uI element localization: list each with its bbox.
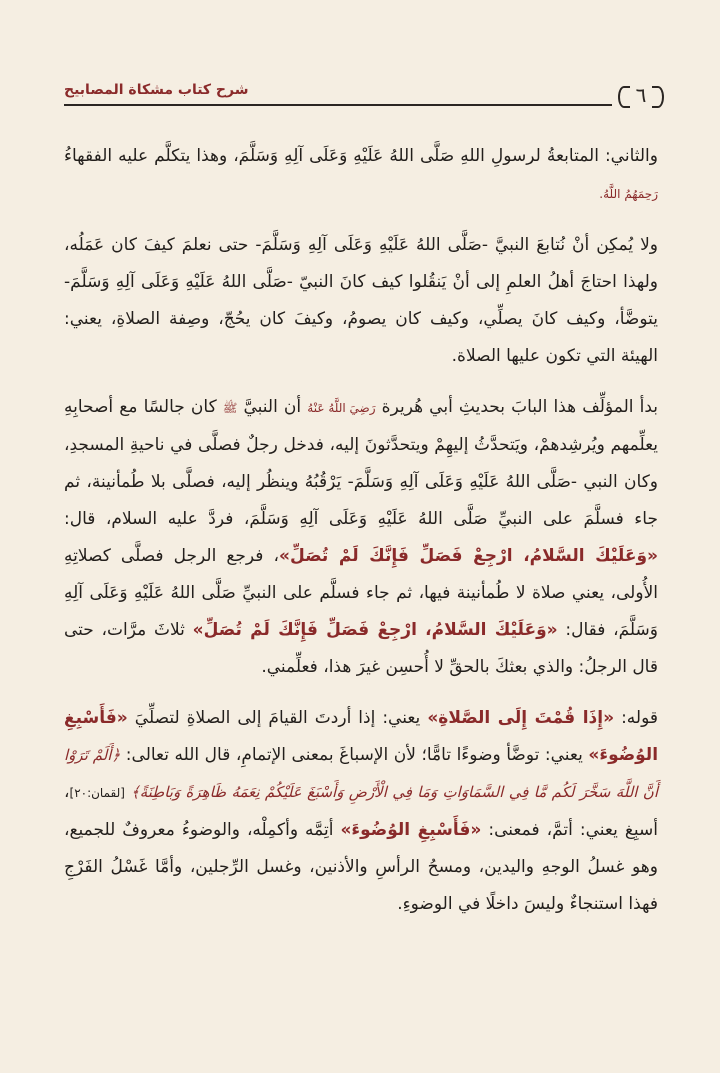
paragraph-4 (64, 700, 658, 923)
book-title: شرح كتاب مشكاة المصابيح (64, 82, 249, 98)
page-body (64, 138, 658, 923)
page-number: ٦ (624, 80, 658, 110)
p3-text-5: ثلاثَ مرَّات، حتى قال الرجلُ: والذي بعثكَ بالحقِّ لا أُحسِن غيرَ هذا، فعلِّمني. (64, 620, 658, 677)
quran-verse: ﴿أَلَمْ تَرَوْا أَنَّ اللَّهَ سَخَّرَ لَكُم مَّا فِي السَّمَاوَاتِ وَمَا فِي الْأَرْضِ وَأَسْبَغَ عَلَيْكُمْ نِعَمَهُ ظَاهِرَةً وَبَاطِنَةً﴾ (64, 746, 658, 801)
p3-text-1: بدأ المؤلِّف هذا البابَ بحديثِ أبي هُريرة (381, 397, 659, 417)
prayer-formula: ﷺ (222, 401, 238, 415)
hadith-quote: «إِذَا قُمْتَ إِلَى الصَّلاةِ» (427, 708, 615, 728)
p4-text-1: قوله: (621, 708, 659, 728)
p4-text-5: أتِمَّه وأكمِلْه، والوضوءُ معروفٌ للجميع، وهو غسلُ الوجهِ واليدين، ومسحُ الرأسِ والأذنين، وغسل الرِّجلين، وأمَّا غَسْلُ الفَرْجِ فهذا استنجاءٌ وليسَ داخلًا في الوضوءِ. (64, 820, 658, 914)
p4-text-3: يعني: توضَّأ وضوءًا تامًّا؛ لأن الإسباغَ بمعنى الإتمامِ، قال الله تعالى: (125, 745, 583, 765)
hadith-quote: «فَأَسْبِغِ الوُضُوءَ» (64, 708, 659, 765)
header-rule (64, 104, 612, 106)
paragraph-1 (64, 138, 658, 213)
p4-text-4: ، أسبِغ يعني: أتمَّ، فمعنى: (64, 782, 658, 840)
prayer-formula: رَضِيَ اللَّهُ عَنْهُ (307, 401, 376, 415)
p3-text-3: كان جالسًا مع أصحابِهِ يعلِّمهم ويُرشِدهمْ، ويَتحدَّثُ إليهِمْ ويتحدَّثونَ إليه، فدخل رجلٌ فصلَّى في ناحيةِ المسجدِ، وكان النبي -صَلَّى اللهُ عَلَيْهِ وَعَلَى آلِهِ وَسَلَّمَ- يَرْقُبُهُ وينظُر إليه، فصلَّى بلا طُمأنينة، ثم جاء فسلَّمَ على النبيِّ صَلَّى اللهُ عَلَيْهِ وَعَلَى آلِهِ وَسَلَّمَ، فردَّ عليه السلام، قال: (64, 397, 658, 529)
verse-reference: [لقمان:٢٠] (69, 786, 125, 800)
paragraph-1-text: والثاني: المتابعةُ لرسولِ اللهِ صَلَّى اللهُ عَلَيْهِ وَعَلَى آلِهِ وَسَلَّمَ، وهذا يتكلَّم عليه الفقهاءُ (64, 146, 658, 166)
hadith-quote: «وَعَلَيْكَ السَّلامُ، ارْجِعْ فَصَلِّ فَإِنَّكَ لَمْ تُصَلِّ» (192, 620, 558, 640)
prayer-formula: رَحِمَهُمُ اللَّهُ. (599, 187, 658, 201)
p4-text-2: يعني: إذا أردتَ القيامَ إلى الصلاةِ لتصلِّيَ (134, 708, 421, 728)
hadith-quote: «فَأَسْبِغِ الوُضُوءَ» (340, 820, 482, 840)
page-header (64, 78, 658, 118)
hadith-quote: «وَعَلَيْكَ السَّلامُ، ارْجِعْ فَصَلِّ فَإِنَّكَ لَمْ تُصَلِّ» (279, 546, 658, 566)
p3-text-4: ، فرجع الرجل فصلَّى كصلاتِهِ الأُولى، يعني صلاة لا طُمأنينة فيها، ثم جاء فسلَّم على النبيِّ صَلَّى اللهُ عَلَيْهِ وَعَلَى آلِهِ وَسَلَّمَ، فقال: (64, 546, 658, 640)
paragraph-3 (64, 389, 658, 686)
p3-text-2: أن النبيَّ (243, 397, 302, 417)
paragraph-2: ولا يُمكِن أنْ نُتابعَ النبيَّ -صَلَّى اللهُ عَلَيْهِ وَعَلَى آلِهِ وَسَلَّمَ- حتى نعلمَ كيفَ كان عَمَلُه، ولهذا احتاجَ أهلُ العلمِ إلى أنْ يَنقُلوا كيف كانَ النبيّ -صَلَّى اللهُ عَلَيْهِ وَعَلَى آلِهِ وَسَلَّمَ- يتوضَّأ، وكيف كانَ يصلِّي، وكيف كان يصومُ، وكيفَ كان يحُجّ، وصِفة الصلاةِ، يعني: الهيئة التي تكون عليها الصلاة. (64, 235, 658, 366)
